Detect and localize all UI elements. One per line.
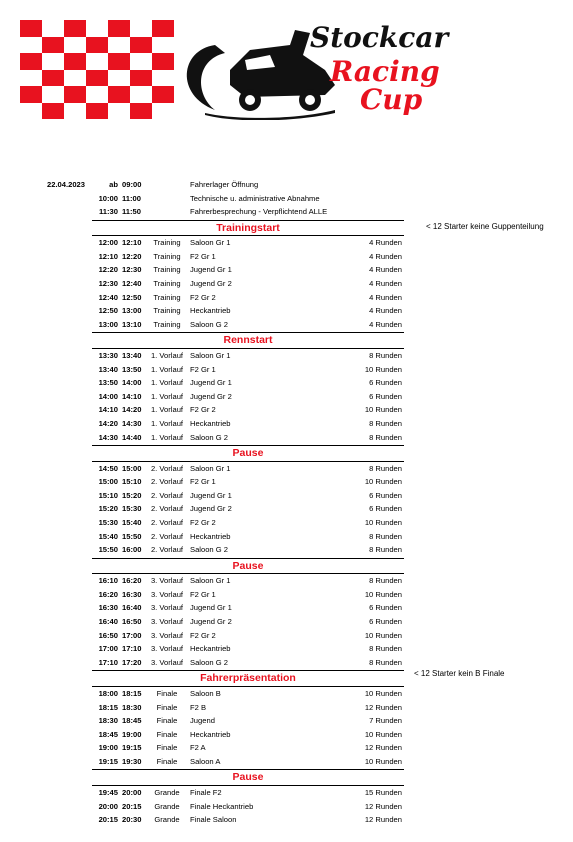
schedule-row [92,656,404,670]
schedule-row [92,543,404,557]
end-time: 11:50 [122,207,142,217]
end-time: 16:20 [122,576,142,586]
laps: 8 Runden [369,432,402,442]
checker-square [64,86,86,103]
end-time: 13:00 [122,306,142,316]
schedule-row [92,714,404,728]
start-time: 18:45 [98,729,118,739]
session-type: 2. Vorlauf [150,490,184,500]
laps: 4 Runden [369,319,402,329]
session-type: Training [153,279,181,289]
class-name: Technische u. administrative Abnahme [190,193,320,203]
session-type: Training [153,319,181,329]
start-time: 14:20 [98,418,118,428]
checker-square [108,53,130,70]
session-type: 1. Vorlauf [150,350,184,360]
end-time: 12:30 [122,265,142,275]
class-name: Saloon G 2 [190,319,228,329]
session-type: Grande [154,787,180,797]
class-name: F2 A [190,743,206,753]
session-type: Grande [154,815,180,825]
stockcar-logo [20,20,460,120]
class-name: Saloon G 2 [190,657,228,667]
end-time: 18:45 [122,716,142,726]
laps: 10 Runden [364,405,402,415]
end-time: 16:50 [122,617,142,627]
session-type: 2. Vorlauf [150,463,184,473]
start-time: 11:30 [98,207,118,217]
class-name: Jugend Gr 1 [190,265,232,275]
start-time: 20:15 [98,815,118,825]
laps: 8 Runden [369,463,402,473]
class-name: Fahrerlager Öffnung [190,180,259,189]
session-type: Finale [156,729,178,739]
schedule-row [92,516,404,530]
checker-square [64,53,86,70]
class-name: Jugend Gr 1 [190,490,232,500]
checker-square [42,37,64,54]
start-time: 12:00 [98,238,118,248]
schedule-row [92,376,404,390]
class-name: Finale F2 [190,787,222,797]
start-time: 16:40 [98,617,118,627]
class-name: Saloon Gr 1 [190,238,231,248]
start-time: 16:30 [98,603,118,613]
class-name: Finale Heckantrieb [190,801,254,811]
schedule-row [92,462,404,476]
session-type: 1. Vorlauf [150,378,184,388]
start-time: 13:00 [98,319,118,329]
laps: 10 Runden [364,630,402,640]
start-time: 17:00 [98,644,118,654]
schedule-table [92,178,404,827]
laps: 10 Runden [364,364,402,374]
class-name: Saloon A [190,756,221,766]
laps: 8 Runden [369,644,402,654]
checker-square [108,20,130,37]
start-time: 12:30 [98,279,118,289]
logo-text-cup: Cup [360,83,423,116]
laps: 8 Runden [369,657,402,667]
start-time: 13:40 [98,364,118,374]
schedule-row [92,363,404,377]
checker-square [86,70,108,87]
laps: 4 Runden [369,292,402,302]
laps: 4 Runden [369,306,402,316]
laps: 6 Runden [369,504,402,514]
class-name: Heckantrieb [190,644,231,654]
end-time: 14:10 [122,391,142,401]
start-time: 18:00 [98,688,118,698]
class-name: Jugend Gr 1 [190,603,232,613]
end-time: 17:10 [122,644,142,654]
training-note: < 12 Starter keine Guppenteilung [426,222,544,231]
session-type: Training [153,306,181,316]
section-header: Pause [92,769,404,786]
checker-square [20,86,42,103]
class-name: Heckantrieb [190,306,231,316]
schedule-row [92,574,404,588]
session-type: Finale [156,688,178,698]
end-time: 09:00 [122,180,142,189]
checker-square [20,53,42,70]
checker-square [42,70,64,87]
session-type: Training [153,238,181,248]
class-name: Heckantrieb [190,729,231,739]
schedule-row [92,642,404,656]
checker-square [42,103,64,120]
laps: 12 Runden [364,815,402,825]
class-name: Finale Saloon [190,815,237,825]
start-time: 19:45 [98,787,118,797]
start-time: 14:10 [98,405,118,415]
laps: 10 Runden [364,517,402,527]
start-time: 19:15 [98,756,118,766]
schedule-row [92,318,404,332]
session-type: Training [153,251,181,261]
laps: 12 Runden [364,743,402,753]
end-time: 12:10 [122,238,142,248]
end-time: 13:10 [122,319,142,329]
session-type: 3. Vorlauf [150,589,184,599]
end-time: 19:15 [122,743,142,753]
schedule-row [92,741,404,755]
session-type: Finale [156,716,178,726]
start-time: 18:15 [98,702,118,712]
checker-square [20,20,42,37]
end-time: 20:00 [122,787,142,797]
schedule-row [92,755,404,769]
schedule-row [92,475,404,489]
schedule-row [92,263,404,277]
class-name: Heckantrieb [190,418,231,428]
schedule-row [92,601,404,615]
schedule-row [92,530,404,544]
logo-text-racing: Racing [330,55,440,88]
checker-square [130,103,152,120]
end-time: 19:00 [122,729,142,739]
schedule-row [92,291,404,305]
end-time: 16:40 [122,603,142,613]
end-time: 17:20 [122,657,142,667]
class-name: Jugend Gr 2 [190,279,232,289]
start-time: 12:20 [98,265,118,275]
class-name: Jugend Gr 2 [190,617,232,627]
session-type: 1. Vorlauf [150,405,184,415]
class-name: F2 Gr 2 [190,292,216,302]
end-time: 15:20 [122,490,142,500]
class-name: Saloon G 2 [190,545,228,555]
start-time: 14:30 [98,432,118,442]
class-name: Saloon Gr 1 [190,350,231,360]
laps: 8 Runden [369,531,402,541]
laps: 4 Runden [369,238,402,248]
start-time: 16:20 [98,589,118,599]
session-type: 2. Vorlauf [150,531,184,541]
session-type: Finale [156,702,178,712]
session-type: Training [153,265,181,275]
end-time: 16:00 [122,545,142,555]
checker-square [86,37,108,54]
session-type: 2. Vorlauf [150,517,184,527]
end-time: 15:00 [122,463,142,473]
end-time: 19:30 [122,756,142,766]
session-type: Grande [154,801,180,811]
class-name: F2 Gr 1 [190,364,216,374]
class-name: Jugend Gr 2 [190,391,232,401]
end-time: 17:00 [122,630,142,640]
class-name: Saloon Gr 1 [190,463,231,473]
start-time: 16:10 [98,576,118,586]
logo-text-stockcar: Stockcar [310,21,449,54]
session-type: 1. Vorlauf [150,418,184,428]
start-time: 15:30 [98,517,118,527]
class-name: Heckantrieb [190,531,231,541]
session-type: 2. Vorlauf [150,504,184,514]
start-time: ab [109,180,118,189]
schedule-row [92,431,404,445]
class-name: F2 B [190,702,207,712]
intro-row [92,205,404,219]
session-type: 2. Vorlauf [150,545,184,555]
laps: 4 Runden [369,251,402,261]
checker-square [64,20,86,37]
schedule-row [92,629,404,643]
start-time: 19:00 [98,743,118,753]
session-type: Finale [156,756,178,766]
laps: 6 Runden [369,603,402,613]
class-name: Jugend [190,716,215,726]
class-name: F2 Gr 2 [190,630,216,640]
schedule-row [92,786,404,800]
start-time: 15:50 [98,545,118,555]
start-time: 15:00 [98,477,118,487]
intro-row [92,192,404,206]
start-time: 14:50 [98,463,118,473]
end-time: 12:20 [122,251,142,261]
laps: 6 Runden [369,617,402,627]
laps: 12 Runden [364,702,402,712]
end-time: 14:00 [122,378,142,388]
start-time: 12:10 [98,251,118,261]
class-name: Fahrerbesprechung - Verpflichtend ALLE [190,207,328,217]
schedule-row [92,615,404,629]
start-time: 14:00 [98,391,118,401]
laps: 8 Runden [369,576,402,586]
laps: 15 Runden [364,787,402,797]
start-time: 17:10 [98,657,118,667]
end-time: 14:40 [122,432,142,442]
schedule-row [92,701,404,715]
session-type: 1. Vorlauf [150,432,184,442]
start-time: 10:00 [98,193,118,203]
session-type: Training [153,292,181,302]
schedule-row [92,489,404,503]
end-time: 13:50 [122,364,142,374]
end-time: 14:20 [122,405,142,415]
class-name: Saloon Gr 1 [190,576,231,586]
checker-square [130,37,152,54]
section-header: Pause [92,558,404,575]
start-time: 15:10 [98,490,118,500]
laps: 6 Runden [369,490,402,500]
start-time: 16:50 [98,630,118,640]
schedule-row [92,687,404,701]
laps: 12 Runden [364,801,402,811]
laps: 10 Runden [364,477,402,487]
schedule-row [92,250,404,264]
checker-square [86,103,108,120]
end-time: 13:40 [122,350,142,360]
start-time: 12:50 [98,306,118,316]
schedule-row [92,728,404,742]
schedule-row [92,502,404,516]
laps: 4 Runden [369,279,402,289]
class-name: F2 Gr 2 [190,517,216,527]
end-time: 15:40 [122,517,142,527]
start-time: 13:30 [98,350,118,360]
schedule-row [92,800,404,814]
finale-note: < 12 Starter kein B Finale [414,669,505,678]
checker-square [152,86,174,103]
end-time: 12:40 [122,279,142,289]
laps: 10 Runden [364,688,402,698]
end-time: 14:30 [122,418,142,428]
end-time: 12:50 [122,292,142,302]
start-time: 18:30 [98,716,118,726]
checker-square [152,53,174,70]
session-type: 3. Vorlauf [150,617,184,627]
session-type: 2. Vorlauf [150,477,184,487]
end-time: 15:10 [122,477,142,487]
intro-row [92,178,404,192]
session-type: 3. Vorlauf [150,630,184,640]
start-time: 13:50 [98,378,118,388]
section-header: Trainingstart [92,220,404,237]
laps: 4 Runden [369,265,402,275]
checker-square [152,20,174,37]
laps: 8 Runden [369,418,402,428]
event-date: 22.04.2023 [47,180,86,189]
start-time: 15:40 [98,531,118,541]
class-name: F2 Gr 1 [190,589,216,599]
class-name: F2 Gr 1 [190,251,216,261]
session-type: 3. Vorlauf [150,603,184,613]
section-header: Rennstart [92,332,404,349]
end-time: 18:15 [122,688,142,698]
session-type: 3. Vorlauf [150,576,184,586]
class-name: Jugend Gr 1 [190,378,232,388]
schedule-row [92,417,404,431]
laps: 8 Runden [369,545,402,555]
session-type: 1. Vorlauf [150,391,184,401]
checker-square [108,86,130,103]
end-time: 15:50 [122,531,142,541]
end-time: 18:30 [122,702,142,712]
schedule-row [92,390,404,404]
end-time: 11:00 [122,193,142,203]
laps: 6 Runden [369,391,402,401]
schedule-row [92,349,404,363]
class-name: F2 Gr 1 [190,477,216,487]
laps: 8 Runden [369,350,402,360]
schedule-row [92,813,404,827]
laps: 7 Runden [369,716,402,726]
session-type: 3. Vorlauf [150,644,184,654]
schedule-row [92,588,404,602]
schedule-row [92,236,404,250]
class-name: F2 Gr 2 [190,405,216,415]
end-time: 16:30 [122,589,142,599]
schedule-row [92,304,404,318]
end-time: 15:30 [122,504,142,514]
schedule-row [92,403,404,417]
class-name: Saloon B [190,688,221,698]
laps: 10 Runden [364,729,402,739]
laps: 10 Runden [364,589,402,599]
laps: 10 Runden [364,756,402,766]
session-type: Finale [156,743,178,753]
checkered-flag-icon [20,20,175,120]
session-type: 3. Vorlauf [150,657,184,667]
schedule-row [92,277,404,291]
checker-square [130,70,152,87]
end-time: 20:30 [122,815,142,825]
class-name: Jugend Gr 2 [190,504,232,514]
session-type: 1. Vorlauf [150,364,184,374]
start-time: 20:00 [98,801,118,811]
class-name: Saloon G 2 [190,432,228,442]
start-time: 12:40 [98,292,118,302]
start-time: 15:20 [98,504,118,514]
end-time: 20:15 [122,801,142,811]
laps: 6 Runden [369,378,402,388]
section-header: Fahrerpräsentation [92,670,404,687]
section-header: Pause [92,445,404,462]
